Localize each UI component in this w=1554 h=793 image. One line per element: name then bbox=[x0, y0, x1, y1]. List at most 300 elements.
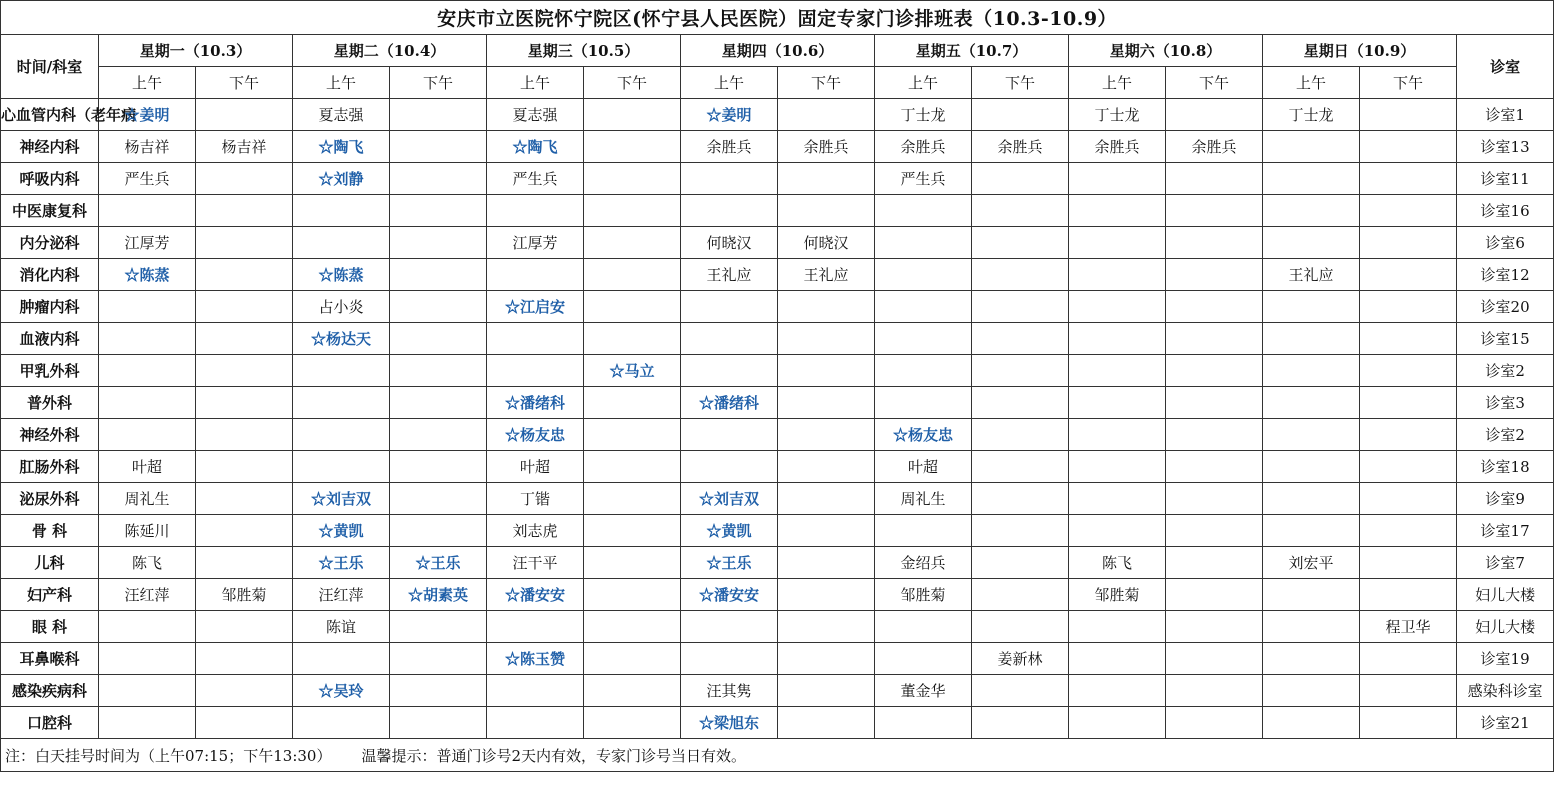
dept-cell: 普外科 bbox=[1, 387, 99, 419]
schedule-cell bbox=[584, 195, 681, 227]
schedule-cell bbox=[778, 707, 875, 739]
table-row bbox=[1, 419, 1554, 451]
schedule-cell bbox=[972, 355, 1069, 387]
schedule-cell bbox=[1360, 131, 1457, 163]
dept-cell: 眼 科 bbox=[1, 611, 99, 643]
am-header: 上午 bbox=[875, 67, 972, 99]
schedule-cell: 占小炎 bbox=[293, 291, 390, 323]
am-header: 上午 bbox=[293, 67, 390, 99]
schedule-cell bbox=[972, 99, 1069, 131]
schedule-cell bbox=[487, 323, 584, 355]
schedule-cell bbox=[972, 195, 1069, 227]
schedule-cell bbox=[972, 547, 1069, 579]
table-row bbox=[1, 547, 1554, 579]
schedule-cell bbox=[293, 387, 390, 419]
schedule-cell bbox=[1360, 355, 1457, 387]
schedule-cell bbox=[1360, 707, 1457, 739]
schedule-cell bbox=[390, 387, 487, 419]
schedule-cell bbox=[875, 291, 972, 323]
schedule-cell: 周礼生 bbox=[875, 483, 972, 515]
schedule-cell: 夏志强 bbox=[293, 99, 390, 131]
schedule-cell bbox=[1069, 355, 1166, 387]
schedule-cell bbox=[584, 131, 681, 163]
schedule-cell: ☆胡素英 bbox=[390, 579, 487, 611]
schedule-cell: ☆姜明 bbox=[99, 99, 196, 131]
schedule-cell bbox=[1166, 483, 1263, 515]
schedule-cell: 何晓汉 bbox=[778, 227, 875, 259]
schedule-cell: 陈延川 bbox=[99, 515, 196, 547]
schedule-cell bbox=[196, 547, 293, 579]
schedule-cell bbox=[1166, 707, 1263, 739]
schedule-cell: ☆潘安安 bbox=[681, 579, 778, 611]
schedule-cell: 周礼生 bbox=[99, 483, 196, 515]
dept-cell: 呼吸内科 bbox=[1, 163, 99, 195]
dept-cell: 感染疾病科 bbox=[1, 675, 99, 707]
schedule-cell bbox=[99, 643, 196, 675]
pm-header: 下午 bbox=[390, 67, 487, 99]
dept-cell: 儿科 bbox=[1, 547, 99, 579]
schedule-cell: ☆黄凯 bbox=[293, 515, 390, 547]
schedule-cell bbox=[875, 515, 972, 547]
footer-note bbox=[1, 739, 1554, 772]
dept-cell: 血液内科 bbox=[1, 323, 99, 355]
dept-cell: 泌尿外科 bbox=[1, 483, 99, 515]
schedule-cell bbox=[1069, 419, 1166, 451]
schedule-cell bbox=[1360, 259, 1457, 291]
schedule-cell bbox=[487, 675, 584, 707]
schedule-cell: 汪干平 bbox=[487, 547, 584, 579]
schedule-cell bbox=[1166, 643, 1263, 675]
schedule-cell bbox=[487, 355, 584, 387]
schedule-cell: ☆王乐 bbox=[293, 547, 390, 579]
schedule-cell bbox=[875, 387, 972, 419]
pm-header: 下午 bbox=[1360, 67, 1457, 99]
room-cell: 诊室6 bbox=[1457, 227, 1554, 259]
schedule-cell: 江厚芳 bbox=[487, 227, 584, 259]
schedule-cell bbox=[778, 611, 875, 643]
schedule-cell bbox=[390, 195, 487, 227]
schedule-cell: 严生兵 bbox=[875, 163, 972, 195]
schedule-cell: ☆潘绪科 bbox=[681, 387, 778, 419]
schedule-cell bbox=[1263, 131, 1360, 163]
dept-cell: 内分泌科 bbox=[1, 227, 99, 259]
schedule-cell bbox=[1360, 483, 1457, 515]
schedule-cell bbox=[99, 675, 196, 707]
schedule-cell bbox=[1069, 611, 1166, 643]
schedule-cell bbox=[196, 483, 293, 515]
pm-header: 下午 bbox=[972, 67, 1069, 99]
schedule-cell: 邹胜菊 bbox=[875, 579, 972, 611]
table-row bbox=[1, 451, 1554, 483]
schedule-cell bbox=[1166, 195, 1263, 227]
schedule-cell bbox=[584, 675, 681, 707]
schedule-cell bbox=[1263, 227, 1360, 259]
schedule-cell bbox=[778, 195, 875, 227]
schedule-cell bbox=[1360, 291, 1457, 323]
schedule-cell: 余胜兵 bbox=[681, 131, 778, 163]
schedule-cell: ☆潘绪科 bbox=[487, 387, 584, 419]
table-row bbox=[1, 483, 1554, 515]
schedule-cell bbox=[390, 707, 487, 739]
schedule-cell bbox=[1166, 323, 1263, 355]
schedule-cell: 刘宏平 bbox=[1263, 547, 1360, 579]
schedule-cell bbox=[584, 419, 681, 451]
schedule-cell bbox=[1069, 707, 1166, 739]
table-row bbox=[1, 163, 1554, 195]
schedule-cell bbox=[584, 579, 681, 611]
am-header: 上午 bbox=[1069, 67, 1166, 99]
schedule-cell bbox=[778, 675, 875, 707]
room-cell: 感染科诊室 bbox=[1457, 675, 1554, 707]
schedule-cell bbox=[778, 355, 875, 387]
schedule-cell bbox=[390, 355, 487, 387]
dept-cell: 心血管内科（老年病 bbox=[1, 99, 99, 131]
schedule-cell bbox=[1166, 259, 1263, 291]
schedule-cell: 何晓汉 bbox=[681, 227, 778, 259]
table-row bbox=[1, 515, 1554, 547]
schedule-cell: 余胜兵 bbox=[875, 131, 972, 163]
schedule-cell bbox=[99, 291, 196, 323]
table-row bbox=[1, 611, 1554, 643]
schedule-cell bbox=[390, 227, 487, 259]
schedule-cell: ☆杨友忠 bbox=[875, 419, 972, 451]
schedule-cell bbox=[293, 195, 390, 227]
schedule-cell bbox=[390, 291, 487, 323]
dept-cell: 妇产科 bbox=[1, 579, 99, 611]
pm-header: 下午 bbox=[584, 67, 681, 99]
schedule-cell bbox=[1360, 99, 1457, 131]
schedule-cell: 陈谊 bbox=[293, 611, 390, 643]
schedule-cell bbox=[875, 259, 972, 291]
schedule-cell bbox=[99, 419, 196, 451]
schedule-cell bbox=[584, 291, 681, 323]
schedule-cell bbox=[584, 547, 681, 579]
schedule-cell bbox=[875, 707, 972, 739]
schedule-cell bbox=[196, 515, 293, 547]
schedule-cell bbox=[681, 451, 778, 483]
schedule-cell bbox=[1069, 163, 1166, 195]
schedule-cell bbox=[972, 579, 1069, 611]
schedule-cell bbox=[972, 323, 1069, 355]
schedule-cell bbox=[196, 259, 293, 291]
schedule-cell bbox=[778, 419, 875, 451]
schedule-cell bbox=[972, 387, 1069, 419]
room-cell: 诊室20 bbox=[1457, 291, 1554, 323]
schedule-cell bbox=[584, 387, 681, 419]
schedule-cell: 杨吉祥 bbox=[196, 131, 293, 163]
schedule-cell bbox=[1263, 355, 1360, 387]
dept-cell: 肿瘤内科 bbox=[1, 291, 99, 323]
schedule-cell bbox=[293, 451, 390, 483]
room-cell: 诊室21 bbox=[1457, 707, 1554, 739]
day-header-fri: 星期五（10.7） bbox=[875, 35, 1069, 67]
schedule-cell bbox=[778, 99, 875, 131]
schedule-cell bbox=[1166, 451, 1263, 483]
schedule-cell bbox=[584, 323, 681, 355]
dept-cell: 甲乳外科 bbox=[1, 355, 99, 387]
schedule-cell: 丁锴 bbox=[487, 483, 584, 515]
table-row bbox=[1, 323, 1554, 355]
schedule-cell bbox=[1360, 515, 1457, 547]
schedule-cell bbox=[1360, 195, 1457, 227]
schedule-cell bbox=[99, 387, 196, 419]
schedule-cell: ☆刘静 bbox=[293, 163, 390, 195]
schedule-cell bbox=[778, 451, 875, 483]
table-row bbox=[1, 259, 1554, 291]
schedule-cell bbox=[1360, 227, 1457, 259]
schedule-cell: ☆梁旭东 bbox=[681, 707, 778, 739]
schedule-cell bbox=[390, 515, 487, 547]
schedule-cell bbox=[196, 355, 293, 387]
room-cell: 诊室13 bbox=[1457, 131, 1554, 163]
schedule-cell: 杨吉祥 bbox=[99, 131, 196, 163]
schedule-cell bbox=[972, 675, 1069, 707]
schedule-cell: ☆陶飞 bbox=[487, 131, 584, 163]
schedule-cell bbox=[972, 611, 1069, 643]
schedule-cell bbox=[1069, 291, 1166, 323]
schedule-cell bbox=[972, 291, 1069, 323]
am-header: 上午 bbox=[487, 67, 584, 99]
schedule-cell bbox=[99, 611, 196, 643]
schedule-cell bbox=[196, 291, 293, 323]
schedule-cell bbox=[778, 387, 875, 419]
schedule-cell bbox=[681, 291, 778, 323]
schedule-cell bbox=[1263, 419, 1360, 451]
schedule-cell bbox=[1263, 387, 1360, 419]
schedule-cell bbox=[778, 483, 875, 515]
schedule-cell bbox=[487, 259, 584, 291]
schedule-cell: 王礼应 bbox=[681, 259, 778, 291]
schedule-cell bbox=[1166, 579, 1263, 611]
schedule-cell: ☆王乐 bbox=[390, 547, 487, 579]
schedule-cell bbox=[196, 611, 293, 643]
schedule-cell: 邹胜菊 bbox=[196, 579, 293, 611]
room-cell: 诊室1 bbox=[1457, 99, 1554, 131]
schedule-cell: ☆杨友忠 bbox=[487, 419, 584, 451]
am-header: 上午 bbox=[1263, 67, 1360, 99]
schedule-cell bbox=[1360, 451, 1457, 483]
schedule-cell bbox=[972, 419, 1069, 451]
schedule-cell bbox=[196, 451, 293, 483]
schedule-cell bbox=[1360, 387, 1457, 419]
schedule-cell bbox=[1360, 547, 1457, 579]
schedule-cell bbox=[390, 163, 487, 195]
schedule-cell bbox=[390, 259, 487, 291]
schedule-cell bbox=[1263, 611, 1360, 643]
schedule-cell bbox=[584, 259, 681, 291]
pm-header: 下午 bbox=[196, 67, 293, 99]
schedule-cell: ☆黄凯 bbox=[681, 515, 778, 547]
schedule-cell: 叶超 bbox=[875, 451, 972, 483]
room-cell: 诊室19 bbox=[1457, 643, 1554, 675]
schedule-cell: ☆杨达天 bbox=[293, 323, 390, 355]
schedule-cell bbox=[681, 643, 778, 675]
schedule-cell bbox=[390, 611, 487, 643]
schedule-cell bbox=[1166, 419, 1263, 451]
dept-cell: 中医康复科 bbox=[1, 195, 99, 227]
schedule-cell bbox=[1360, 323, 1457, 355]
dept-cell: 肛肠外科 bbox=[1, 451, 99, 483]
schedule-cell: 叶超 bbox=[99, 451, 196, 483]
schedule-cell bbox=[390, 643, 487, 675]
schedule-cell: 余胜兵 bbox=[972, 131, 1069, 163]
schedule-cell bbox=[681, 611, 778, 643]
schedule-cell bbox=[778, 547, 875, 579]
schedule-cell bbox=[778, 579, 875, 611]
schedule-cell bbox=[1069, 259, 1166, 291]
schedule-cell bbox=[584, 611, 681, 643]
schedule-cell bbox=[487, 611, 584, 643]
table-row bbox=[1, 643, 1554, 675]
dept-cell: 神经外科 bbox=[1, 419, 99, 451]
schedule-cell bbox=[584, 515, 681, 547]
schedule-cell: 陈飞 bbox=[1069, 547, 1166, 579]
schedule-cell: 邹胜菊 bbox=[1069, 579, 1166, 611]
schedule-cell bbox=[390, 99, 487, 131]
schedule-cell: ☆陈蒸 bbox=[99, 259, 196, 291]
schedule-cell bbox=[1166, 163, 1263, 195]
table-row bbox=[1, 291, 1554, 323]
schedule-cell bbox=[1360, 643, 1457, 675]
schedule-cell: ☆马立 bbox=[584, 355, 681, 387]
schedule-cell bbox=[1166, 515, 1263, 547]
schedule-cell: 严生兵 bbox=[99, 163, 196, 195]
schedule-cell bbox=[293, 707, 390, 739]
schedule-cell bbox=[1069, 387, 1166, 419]
am-header: 上午 bbox=[99, 67, 196, 99]
schedule-cell bbox=[584, 227, 681, 259]
table-row bbox=[1, 707, 1554, 739]
table-row bbox=[1, 99, 1554, 131]
day-header-sun: 星期日（10.9） bbox=[1263, 35, 1457, 67]
schedule-cell bbox=[972, 227, 1069, 259]
schedule-cell bbox=[1069, 227, 1166, 259]
schedule-cell bbox=[584, 483, 681, 515]
table-row bbox=[1, 195, 1554, 227]
schedule-cell: 严生兵 bbox=[487, 163, 584, 195]
schedule-cell bbox=[584, 707, 681, 739]
schedule-cell bbox=[778, 323, 875, 355]
schedule-cell bbox=[1263, 643, 1360, 675]
dept-cell: 骨 科 bbox=[1, 515, 99, 547]
schedule-cell: 余胜兵 bbox=[1069, 131, 1166, 163]
schedule-cell bbox=[875, 643, 972, 675]
table-row bbox=[1, 579, 1554, 611]
dept-cell: 神经内科 bbox=[1, 131, 99, 163]
schedule-cell bbox=[196, 643, 293, 675]
schedule-cell bbox=[1263, 515, 1360, 547]
room-cell: 妇儿大楼 bbox=[1457, 579, 1554, 611]
schedule-cell bbox=[390, 483, 487, 515]
schedule-cell: ☆潘安安 bbox=[487, 579, 584, 611]
schedule-cell bbox=[1166, 355, 1263, 387]
schedule-cell bbox=[681, 163, 778, 195]
schedule-cell bbox=[778, 163, 875, 195]
schedule-cell: 丁士龙 bbox=[875, 99, 972, 131]
schedule-cell bbox=[1263, 451, 1360, 483]
schedule-cell bbox=[99, 355, 196, 387]
schedule-cell bbox=[1263, 291, 1360, 323]
schedule-cell bbox=[390, 131, 487, 163]
schedule-cell bbox=[99, 323, 196, 355]
schedule-cell bbox=[875, 323, 972, 355]
schedule-cell bbox=[1166, 227, 1263, 259]
schedule-cell bbox=[196, 675, 293, 707]
dept-cell: 耳鼻喉科 bbox=[1, 643, 99, 675]
room-cell: 诊室15 bbox=[1457, 323, 1554, 355]
schedule-cell bbox=[1263, 707, 1360, 739]
schedule-cell bbox=[487, 195, 584, 227]
schedule-cell: 程卫华 bbox=[1360, 611, 1457, 643]
schedule-cell bbox=[99, 195, 196, 227]
schedule-cell: 叶超 bbox=[487, 451, 584, 483]
pm-header: 下午 bbox=[778, 67, 875, 99]
schedule-cell bbox=[1263, 323, 1360, 355]
table-row bbox=[1, 131, 1554, 163]
day-header-thu: 星期四（10.6） bbox=[681, 35, 875, 67]
schedule-cell bbox=[972, 515, 1069, 547]
schedule-cell bbox=[1069, 675, 1166, 707]
table-row bbox=[1, 227, 1554, 259]
schedule-cell bbox=[1263, 579, 1360, 611]
schedule-cell bbox=[972, 707, 1069, 739]
schedule-cell bbox=[196, 387, 293, 419]
schedule-cell bbox=[99, 707, 196, 739]
schedule-cell bbox=[681, 355, 778, 387]
schedule-cell bbox=[487, 707, 584, 739]
schedule-cell bbox=[196, 195, 293, 227]
table-row bbox=[1, 387, 1554, 419]
pm-header: 下午 bbox=[1166, 67, 1263, 99]
schedule-cell bbox=[1360, 419, 1457, 451]
schedule-cell: ☆刘吉双 bbox=[681, 483, 778, 515]
schedule-cell bbox=[196, 163, 293, 195]
schedule-cell: ☆陶飞 bbox=[293, 131, 390, 163]
schedule-cell bbox=[293, 355, 390, 387]
schedule-body bbox=[1, 99, 1554, 739]
schedule-cell: 刘志虎 bbox=[487, 515, 584, 547]
schedule-cell bbox=[1166, 547, 1263, 579]
schedule-cell: 王礼应 bbox=[778, 259, 875, 291]
schedule-cell bbox=[875, 195, 972, 227]
schedule-cell bbox=[875, 611, 972, 643]
schedule-cell: ☆刘吉双 bbox=[293, 483, 390, 515]
room-cell: 诊室11 bbox=[1457, 163, 1554, 195]
schedule-cell bbox=[293, 419, 390, 451]
schedule-cell: 丁士龙 bbox=[1263, 99, 1360, 131]
schedule-cell bbox=[1166, 99, 1263, 131]
schedule-cell bbox=[778, 515, 875, 547]
schedule-cell bbox=[1069, 451, 1166, 483]
day-header-sat: 星期六（10.8） bbox=[1069, 35, 1263, 67]
schedule-cell: 余胜兵 bbox=[778, 131, 875, 163]
schedule-cell bbox=[1069, 643, 1166, 675]
schedule-cell: 江厚芳 bbox=[99, 227, 196, 259]
schedule-cell: 汪其隽 bbox=[681, 675, 778, 707]
schedule-cell: ☆吴玲 bbox=[293, 675, 390, 707]
schedule-cell bbox=[1263, 195, 1360, 227]
schedule-cell: ☆江启安 bbox=[487, 291, 584, 323]
day-header-wed: 星期三（10.5） bbox=[487, 35, 681, 67]
schedule-cell bbox=[293, 643, 390, 675]
schedule-cell bbox=[196, 227, 293, 259]
schedule-cell bbox=[1166, 611, 1263, 643]
schedule-cell: ☆王乐 bbox=[681, 547, 778, 579]
room-cell: 诊室2 bbox=[1457, 419, 1554, 451]
room-cell: 诊室2 bbox=[1457, 355, 1554, 387]
schedule-cell bbox=[875, 227, 972, 259]
room-header: 诊室 bbox=[1457, 35, 1554, 99]
